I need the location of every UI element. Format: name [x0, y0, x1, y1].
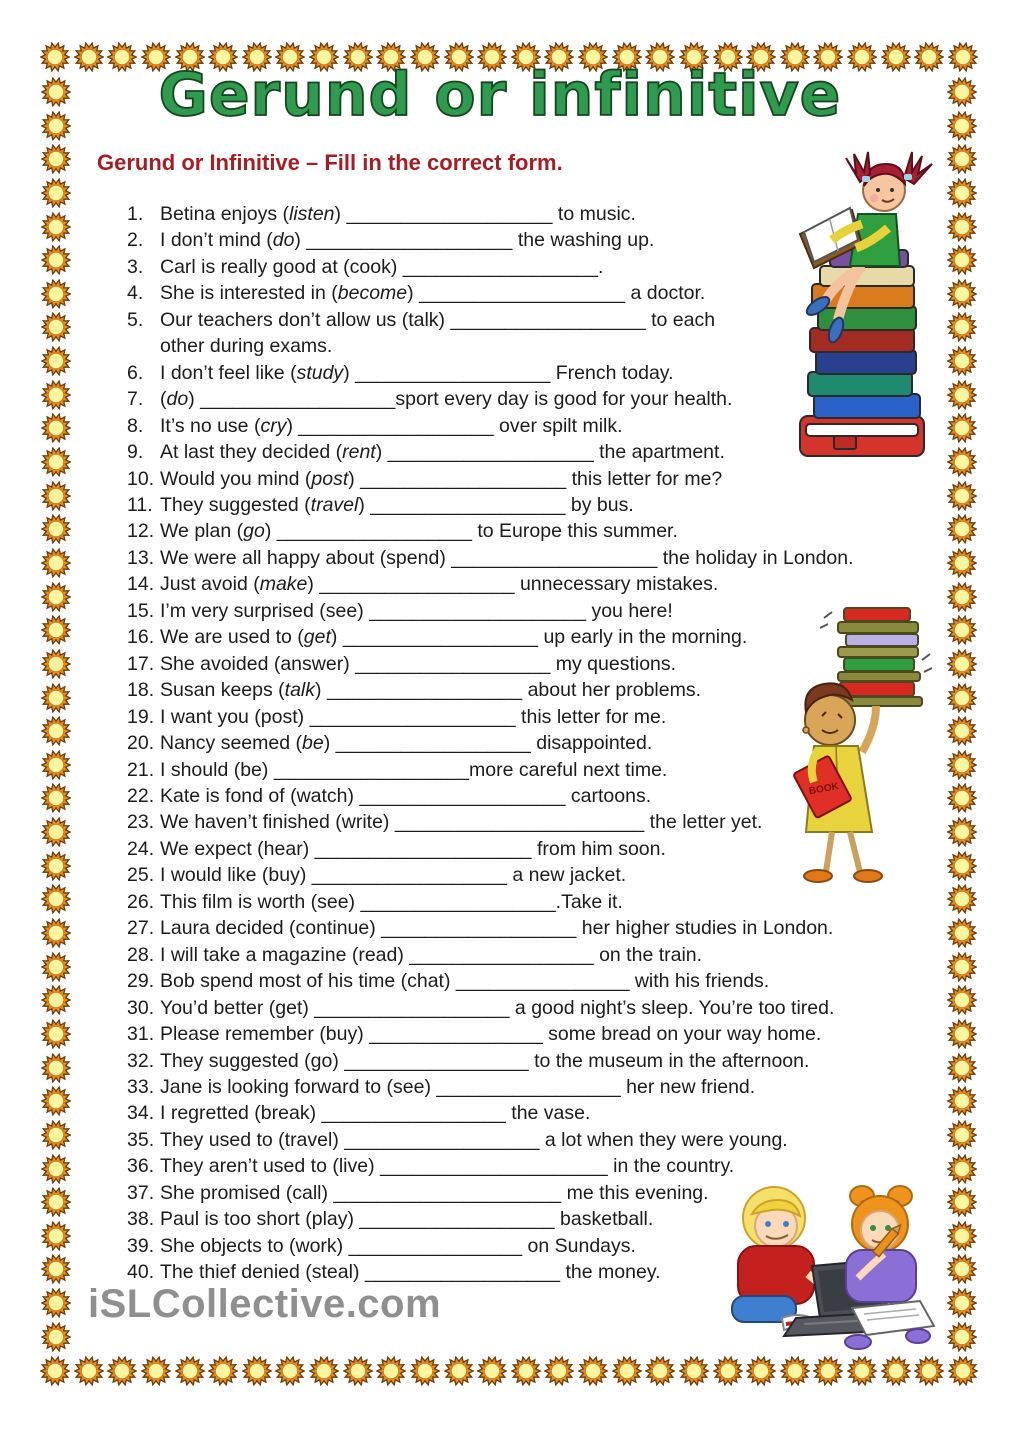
- item-text: We are used to (get) __________________ up early in the morning.: [160, 626, 748, 649]
- item-number: 14.: [127, 573, 155, 596]
- sun-icon: [947, 851, 977, 881]
- sun-icon: [947, 918, 977, 948]
- exercise-item: [127, 942, 939, 968]
- answer-blank: _______________________: [394, 811, 645, 834]
- item-number: 32.: [127, 1049, 155, 1072]
- item-number: 8.: [127, 414, 144, 437]
- sun-icon: [947, 514, 977, 544]
- sun-icon: [679, 1356, 709, 1386]
- watermark: iSLCollective.com: [88, 1282, 442, 1326]
- exercise-item: [127, 1021, 939, 1047]
- sun-icon: [947, 952, 977, 982]
- answer-blank: ___________________: [346, 203, 553, 225]
- sun-icon: [41, 615, 71, 645]
- sun-icon: [780, 1356, 810, 1386]
- sun-icon: [41, 1053, 71, 1083]
- sun-icon: [948, 1356, 978, 1386]
- sun-icon: [746, 1356, 776, 1386]
- answer-blank: _____________________: [333, 1181, 562, 1204]
- item-text: I would like (buy) __________________ a new jacket.: [160, 864, 627, 887]
- item-number: 7.: [127, 388, 144, 411]
- answer-blank: __________________: [344, 1128, 540, 1151]
- sun-icon: [947, 212, 977, 242]
- answer-blank: __________________: [359, 1208, 555, 1231]
- answer-blank: ________________: [455, 970, 630, 993]
- answer-blank: ___________________: [387, 441, 594, 464]
- answer-blank: _________________: [321, 1102, 506, 1125]
- exercise-item: [127, 995, 939, 1021]
- item-number: 1.: [127, 203, 144, 225]
- exercise-item: [127, 466, 939, 492]
- sun-icon: [947, 1254, 977, 1284]
- item-text: Betina enjoys (listen) ___________________ to music.: [160, 203, 636, 225]
- sun-icon: [41, 548, 71, 578]
- sun-icon: [947, 413, 977, 443]
- answer-blank: ____________________: [314, 837, 532, 860]
- item-number: 37.: [127, 1181, 155, 1204]
- answer-blank: __________________: [355, 652, 551, 675]
- item-number: 27.: [127, 917, 155, 940]
- sun-icon: [947, 1288, 977, 1318]
- exercise-item: [127, 545, 939, 571]
- sun-icon: [41, 212, 71, 242]
- sun-icon: [107, 1356, 137, 1386]
- exercise-item: [127, 1074, 939, 1100]
- item-text: Carl is really good at (cook) __________________.: [160, 255, 604, 278]
- sun-icon: [343, 1356, 373, 1386]
- item-number: 25.: [127, 864, 155, 887]
- item-number: 22.: [127, 784, 155, 807]
- sun-icon: [41, 413, 71, 443]
- sun-icon: [947, 582, 977, 612]
- item-number: 35.: [127, 1128, 155, 1151]
- item-number: 30.: [127, 996, 155, 1019]
- sun-icon: [947, 884, 977, 914]
- item-number: 12.: [127, 520, 155, 543]
- sun-icon: [947, 144, 977, 174]
- item-number: 31.: [127, 1023, 155, 1046]
- sun-icon: [275, 1356, 305, 1386]
- item-text: This film is worth (see) __________________.Take it.: [160, 890, 623, 913]
- item-text: It’s no use (cry) __________________ over spilt milk.: [160, 414, 623, 437]
- sun-icon: [41, 144, 71, 174]
- item-number: 40.: [127, 1261, 155, 1284]
- sun-icon: [41, 514, 71, 544]
- sun-icon: [947, 783, 977, 813]
- sun-icon: [41, 1254, 71, 1284]
- item-number: 18.: [127, 679, 155, 702]
- sun-icon: [947, 1221, 977, 1251]
- sun-icon: [41, 447, 71, 477]
- sun-icon: [544, 1356, 574, 1386]
- sun-icon: [41, 817, 71, 847]
- item-text: Would you mind (post) ___________________ this letter for me?: [160, 467, 723, 490]
- girl-on-books-illustration: [786, 148, 940, 462]
- sun-icon: [74, 1356, 104, 1386]
- item-text: I don’t mind (do) ___________________ the washing up.: [160, 229, 655, 252]
- sun-icon: [41, 851, 71, 881]
- item-text: Our teachers don’t allow us (talk) __________________ to each other during exams.: [160, 308, 716, 358]
- sun-icon: [41, 245, 71, 275]
- item-text: They used to (travel) __________________ a lot when they were young.: [160, 1128, 788, 1151]
- item-number: 36.: [127, 1155, 155, 1178]
- answer-blank: _____________________: [380, 1155, 608, 1178]
- sun-icon: [947, 716, 977, 746]
- sun-icon: [41, 481, 71, 511]
- sun-icon: [41, 312, 71, 342]
- item-number: 33.: [127, 1075, 155, 1098]
- person-carrying-books-illustration: [780, 600, 938, 888]
- item-number: 9.: [127, 441, 144, 464]
- sun-icon: [947, 750, 977, 780]
- sun-icon: [713, 1356, 743, 1386]
- sun-icon: [947, 111, 977, 141]
- sun-icon: [175, 1356, 205, 1386]
- item-text: I regretted (break) _________________ the vase.: [160, 1102, 591, 1125]
- item-number: 4.: [127, 282, 144, 305]
- sun-icon: [41, 178, 71, 208]
- answer-blank: __________________: [364, 1261, 561, 1284]
- sun-icon: [847, 1356, 877, 1386]
- item-text: She avoided (answer) __________________ my questions.: [160, 652, 677, 675]
- answer-blank: __________________: [311, 864, 507, 887]
- sun-icon: [947, 649, 977, 679]
- sun-icon: [41, 279, 71, 309]
- item-text: Just avoid (make) __________________ unnecessary mistakes.: [160, 573, 719, 596]
- sun-icon: [41, 985, 71, 1015]
- item-text: They aren’t used to (live) _____________________ in the country.: [160, 1155, 735, 1178]
- item-text: Susan keeps (talk) __________________ about her problems.: [160, 679, 702, 702]
- sun-icon: [947, 178, 977, 208]
- sun-icon: [40, 1356, 70, 1386]
- item-text: Please remember (buy) ________________ some bread on your way home.: [160, 1023, 822, 1046]
- item-text: We expect (hear) ____________________ from him soon.: [160, 837, 666, 860]
- sun-icon: [881, 1356, 911, 1386]
- sun-icon: [41, 1288, 71, 1318]
- sun-icon: [947, 346, 977, 376]
- item-number: 13.: [127, 546, 155, 569]
- exercise-item: [127, 915, 939, 941]
- answer-blank: __________________: [360, 890, 556, 913]
- answer-blank: __________________: [450, 308, 646, 331]
- page-title: Gerund or infinitive: [158, 60, 842, 130]
- item-number: 5.: [127, 308, 144, 331]
- sun-icon: [141, 1356, 171, 1386]
- item-number: 2.: [127, 229, 144, 252]
- sun-icon: [947, 1187, 977, 1217]
- item-text: At last they decided (rent) ___________________ the apartment.: [160, 441, 725, 464]
- sun-icon: [41, 346, 71, 376]
- answer-blank: __________________: [298, 414, 494, 437]
- answer-blank: _________________: [344, 1049, 529, 1072]
- answer-blank: _________________: [436, 1075, 621, 1098]
- sun-icon: [41, 1019, 71, 1049]
- sun-icon: [41, 1322, 71, 1352]
- sun-icon: [477, 1356, 507, 1386]
- exercise-item: [127, 1127, 939, 1153]
- item-number: 19.: [127, 705, 155, 728]
- border-right: [947, 77, 978, 1352]
- answer-blank: ___________________: [360, 467, 567, 490]
- exercise-item: [127, 889, 939, 915]
- item-text: Jane is looking forward to (see) _________________ her new friend.: [160, 1075, 756, 1098]
- sun-icon: [242, 1356, 272, 1386]
- item-text: She is interested in (become) ___________________ a doctor.: [160, 282, 706, 305]
- sun-icon: [41, 1086, 71, 1116]
- sun-icon: [41, 1187, 71, 1217]
- answer-blank: ________________: [348, 1234, 523, 1257]
- sun-icon: [41, 683, 71, 713]
- item-number: 38.: [127, 1208, 155, 1231]
- item-text: We haven’t finished (write) _______________________ the letter yet.: [160, 811, 763, 834]
- sun-icon: [41, 380, 71, 410]
- sun-icon: [914, 1356, 944, 1386]
- sun-icon: [947, 615, 977, 645]
- sun-icon: [309, 1356, 339, 1386]
- sun-icon: [41, 1154, 71, 1184]
- answer-blank: _________________: [409, 943, 594, 966]
- border-bottom: [40, 1356, 978, 1387]
- sun-icon: [410, 1356, 440, 1386]
- sun-icon: [41, 884, 71, 914]
- sun-icon: [947, 77, 977, 107]
- item-number: 17.: [127, 652, 155, 675]
- sun-icon: [947, 481, 977, 511]
- answer-blank: __________________: [200, 388, 396, 411]
- item-number: 10.: [127, 467, 155, 490]
- item-text: Nancy seemed (be) __________________ disappointed.: [160, 732, 653, 755]
- sun-icon: [947, 817, 977, 847]
- exercise-item: [127, 968, 939, 994]
- sun-icon: [947, 683, 977, 713]
- answer-blank: ________________: [369, 1023, 543, 1046]
- answer-blank: __________________: [319, 573, 515, 596]
- answer-blank: __________________: [326, 679, 523, 702]
- sun-icon: [41, 1120, 71, 1150]
- sun-icon: [208, 1356, 238, 1386]
- worksheet-instruction: Gerund or Infinitive – Fill in the correct form.: [97, 150, 563, 175]
- item-text: We plan (go) __________________ to Europe this summer.: [160, 520, 678, 543]
- answer-blank: __________________: [402, 255, 598, 278]
- exercise-item: [127, 492, 939, 518]
- exercise-item: [127, 1048, 939, 1074]
- sun-icon: [41, 649, 71, 679]
- sun-icon: [376, 1356, 406, 1386]
- item-text: They suggested (travel) __________________ by bus.: [160, 493, 634, 516]
- item-number: 39.: [127, 1234, 155, 1257]
- sun-icon: [41, 716, 71, 746]
- sun-icon: [947, 1019, 977, 1049]
- answer-blank: __________________: [335, 732, 531, 755]
- sun-icon: [41, 750, 71, 780]
- item-text: I will take a magazine (read) _________________ on the train.: [160, 943, 703, 966]
- sun-icon: [578, 1356, 608, 1386]
- sun-icon: [947, 245, 977, 275]
- item-number: 26.: [127, 890, 155, 913]
- item-text: I don’t feel like (study) __________________ French today.: [160, 361, 674, 384]
- kids-with-laptop-illustration: [712, 1178, 942, 1358]
- answer-blank: __________________: [314, 996, 510, 1019]
- sun-icon: [41, 582, 71, 612]
- item-number: 15.: [127, 599, 155, 622]
- item-number: 11.: [127, 493, 153, 516]
- answer-blank: ___________________: [359, 784, 566, 807]
- sun-icon: [948, 42, 978, 72]
- answer-blank: __________________: [342, 626, 539, 649]
- item-text: She objects to (work) ________________ on Sundays.: [160, 1234, 636, 1257]
- item-number: 3.: [127, 255, 144, 278]
- sun-icon: [813, 1356, 843, 1386]
- exercise-item: [127, 571, 939, 597]
- item-number: 21.: [127, 758, 155, 781]
- item-number: 6.: [127, 361, 144, 384]
- answer-blank: ___________________: [306, 229, 513, 252]
- item-number: 28.: [127, 943, 155, 966]
- item-text: They suggested (go) _________________ to the museum in the afternoon.: [160, 1049, 810, 1072]
- sun-icon: [947, 548, 977, 578]
- sun-icon: [41, 952, 71, 982]
- sun-icon: [947, 279, 977, 309]
- item-text: I should (be) __________________more careful next time.: [160, 758, 668, 781]
- exercise-item: [127, 1100, 939, 1126]
- book-label: BOOK: [808, 781, 840, 798]
- answer-blank: ____________________: [369, 599, 587, 622]
- exercise-item: [127, 518, 939, 544]
- exercise-item: [127, 1153, 939, 1179]
- sun-icon: [947, 985, 977, 1015]
- item-number: 29.: [127, 970, 155, 993]
- item-text: She promised (call) _____________________ me this evening.: [160, 1181, 709, 1204]
- item-text: Laura decided (continue) __________________ her higher studies in London.: [160, 917, 834, 940]
- sun-icon: [947, 1120, 977, 1150]
- item-text: Paul is too short (play) __________________ basketball.: [160, 1208, 654, 1231]
- item-text: We were all happy about (spend) ___________________ the holiday in London.: [160, 546, 854, 569]
- sun-icon: [947, 380, 977, 410]
- item-text: The thief denied (steal) __________________ the money.: [160, 1261, 661, 1284]
- answer-blank: __________________: [381, 917, 577, 940]
- sun-icon: [41, 918, 71, 948]
- sun-icon: [41, 1221, 71, 1251]
- answer-blank: __________________: [370, 493, 566, 516]
- sun-icon: [444, 1356, 474, 1386]
- item-text: Bob spend most of his time (chat) ________________ with his friends.: [160, 970, 770, 993]
- item-text: I’m very surprised (see) ____________________ you here!: [160, 599, 673, 622]
- answer-blank: __________________: [355, 361, 551, 384]
- item-text: (do) __________________sport every day is good for your health.: [160, 388, 733, 411]
- item-number: 16.: [127, 626, 155, 649]
- answer-blank: ___________________: [451, 546, 658, 569]
- answer-blank: ___________________: [309, 705, 516, 728]
- item-number: 20.: [127, 732, 155, 755]
- item-text: Kate is fond of (watch) ___________________ cartoons.: [160, 784, 652, 807]
- item-number: 24.: [127, 837, 155, 860]
- item-number: 23.: [127, 811, 155, 834]
- sun-icon: [947, 1086, 977, 1116]
- answer-blank: __________________: [273, 758, 470, 781]
- item-text: I want you (post) ___________________ this letter for me.: [160, 705, 667, 728]
- border-left: [41, 77, 72, 1352]
- sun-icon: [612, 1356, 642, 1386]
- sun-icon: [947, 312, 977, 342]
- sun-icon: [511, 1356, 541, 1386]
- sun-icon: [947, 447, 977, 477]
- answer-blank: ___________________: [419, 282, 626, 305]
- item-text: You’d better (get) __________________ a good night’s sleep. You’re too tired.: [160, 996, 835, 1019]
- sun-icon: [947, 1053, 977, 1083]
- item-number: 34.: [127, 1102, 155, 1125]
- answer-blank: __________________: [276, 520, 472, 543]
- sun-icon: [645, 1356, 675, 1386]
- sun-icon: [947, 1154, 977, 1184]
- sun-icon: [41, 783, 71, 813]
- sun-icon: [947, 1322, 977, 1352]
